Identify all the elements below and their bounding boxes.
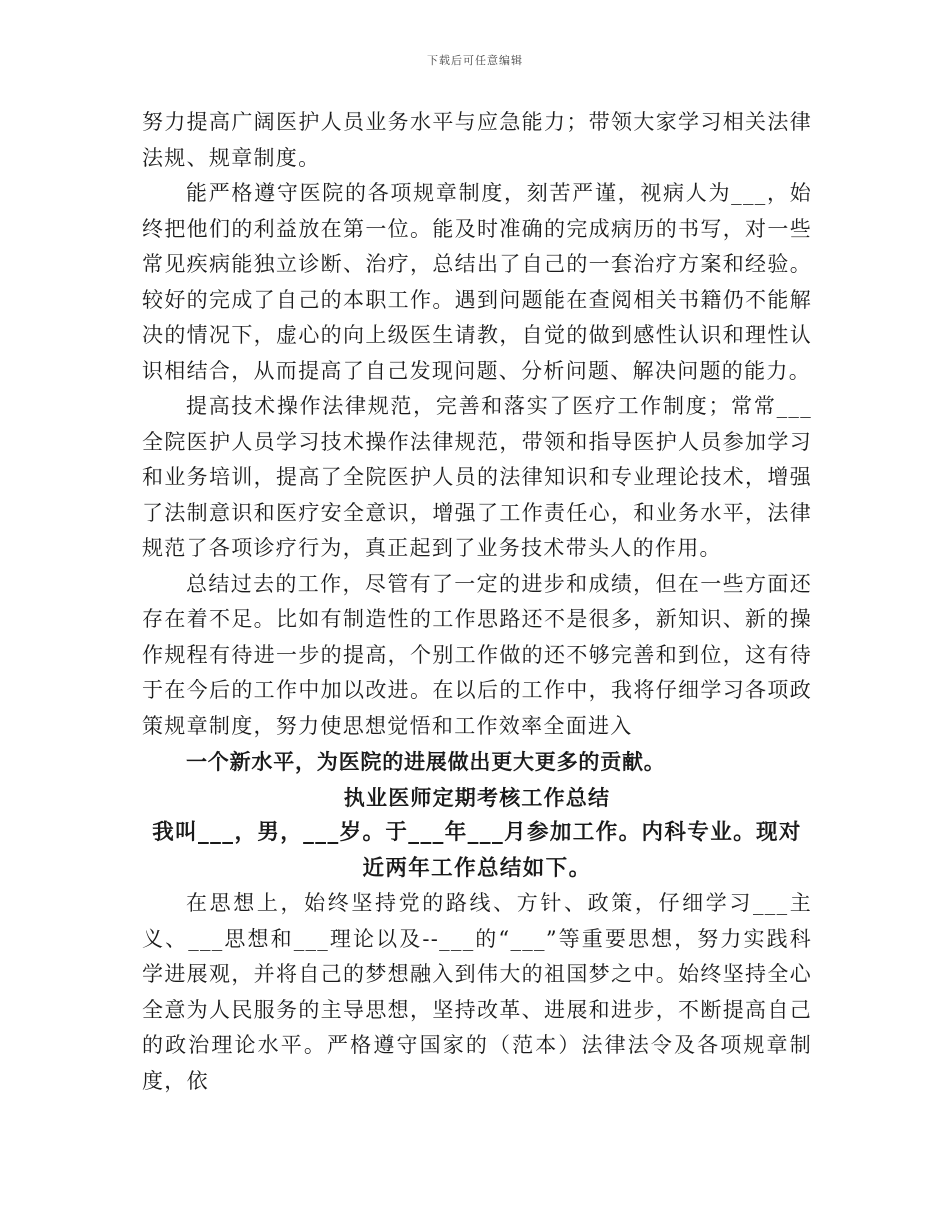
intro-paragraph: 我叫___，男，___岁。于___年___月参加工作。内科专业。现对近两年工作总结如下。 [152, 820, 802, 881]
document-body [142, 105, 812, 1099]
document-title: 执业医师定期考核工作总结 [343, 784, 611, 810]
page-header: 下载后可任意编辑 [427, 54, 523, 67]
paragraph-3: 提高技术操作法律规范，完善和落实了医疗工作制度；常常___全院医护人员学习技术操作法律规范，带领和指导医护人员参加学习和业务培训，提高了全院医护人员的法律知识和专业理论技术，增强了法制意识和医疗安全意识，增强了工作责任心，和业务水平，法律规范了各项诊疗行为，真正起到了业务技术带头人的作用。 [142, 394, 812, 560]
paragraph-1: 努力提高广阔医护人员业务水平与应急能力；带领大家学习相关法律法规、规章制度。 [142, 110, 812, 170]
paragraph-5: 一个新水平，为医院的进展做出更大更多的贡献。 [186, 749, 666, 774]
paragraph-4: 总结过去的工作，尽管有了一定的进步和成绩，但在一些方面还存在着不足。比如有制造性的工作思路还不是很多，新知识、新的操作规程有待进一步的提高，个别工作做的还不够完善和到位，这有待于在今后的工作中加以改进。在以后的工作中，我将仔细学习各项政策规章制度，努力使思想觉悟和工作效率全面进入 [142, 571, 812, 738]
paragraph-6: 在思想上，始终坚持党的路线、方针、政策，仔细学习___主义、___思想和___理论以及--___的“___”等重要思想，努力实践科学进展观，并将自己的梦想融入到伟大的祖国梦之中。始终坚持全心全意为人民服务的主导思想，坚持改革、进展和进步，不断提高自己的政治理论水平。严格遵守国家的（范本）法律法令及各项规章制度，依 [142, 891, 812, 1093]
paragraph-2: 能严格遵守医院的各项规章制度，刻苦严谨，视病人为___，始终把他们的利益放在第一位。能及时准确的完成病历的书写，对一些常见疾病能独立诊断、治疗，总结出了自己的一套治疗方案和经验。较好的完成了自己的本职工作。遇到问题能在查阅相关书籍仍不能解决的情况下，虚心的向上级医生请教，自觉的做到感性认识和理性认识相结合，从而提高了自己发现问题、分析问题、解决问题的能力。 [142, 181, 812, 383]
